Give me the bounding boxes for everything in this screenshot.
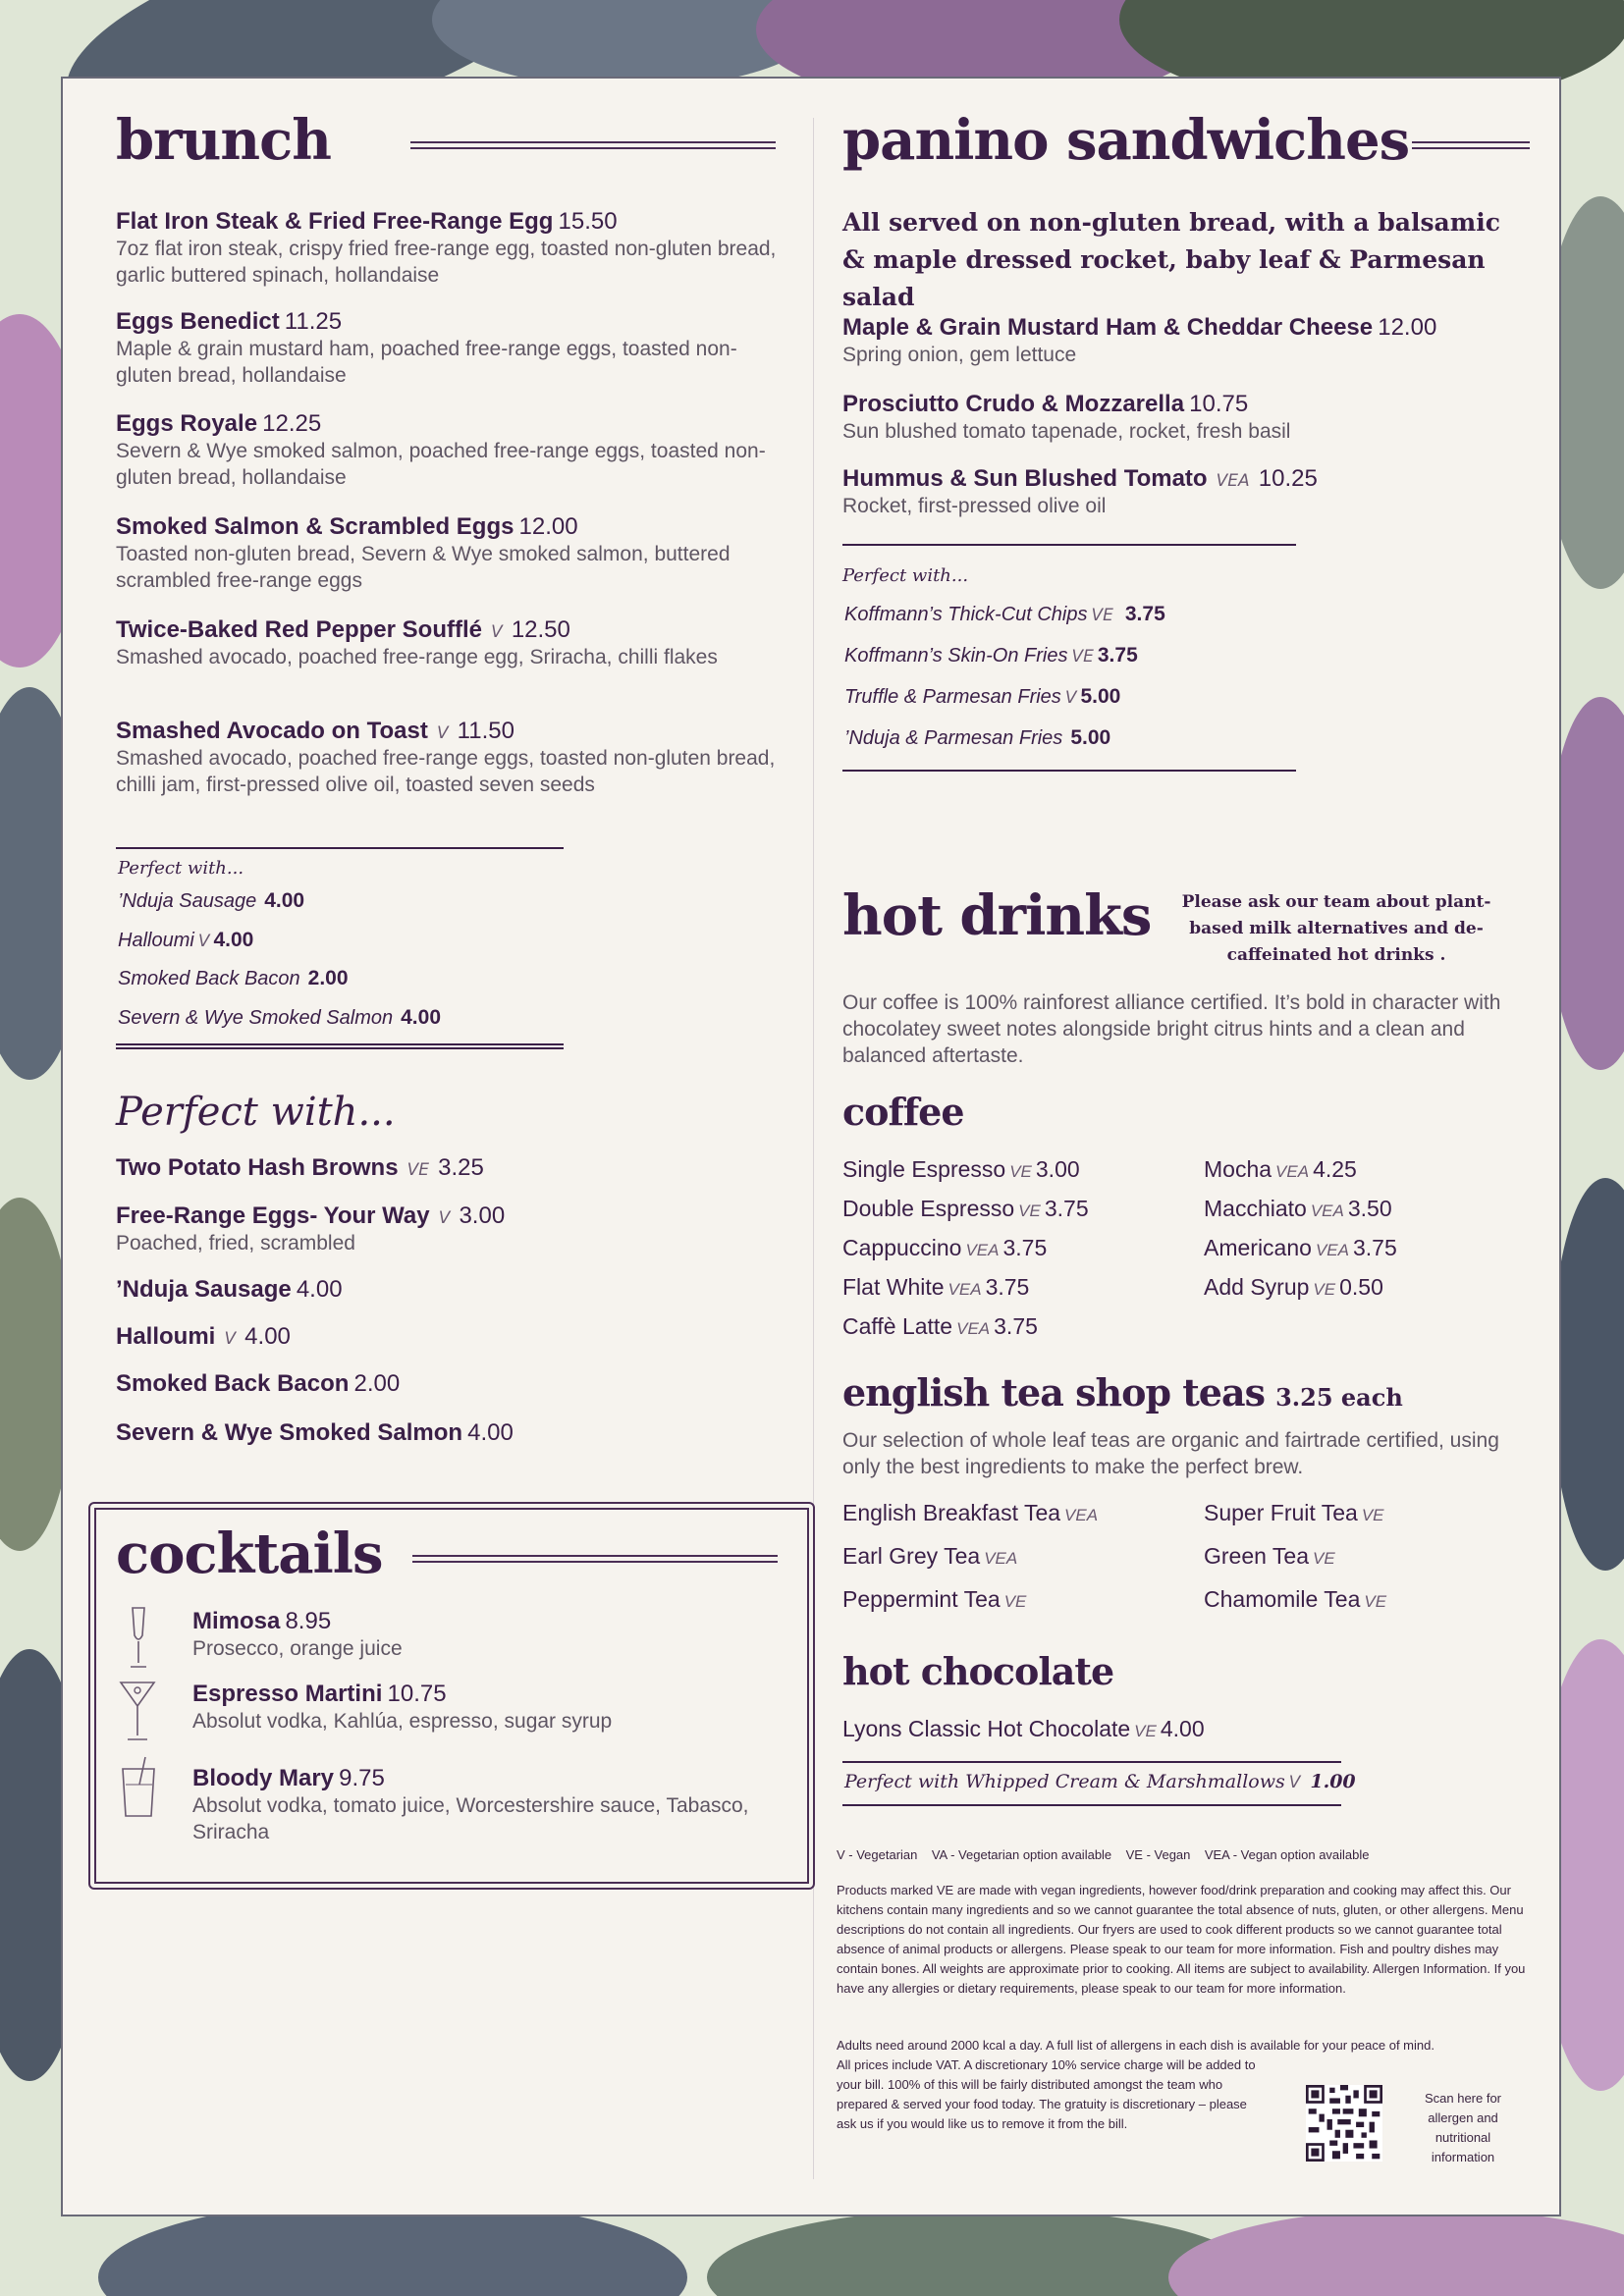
item-name: ’Nduja Sausage bbox=[116, 1276, 292, 1303]
drink-price: 3.75 bbox=[985, 1274, 1030, 1300]
coffee-item bbox=[842, 1196, 1196, 1235]
item-price: 12.25 bbox=[262, 410, 322, 437]
item-name: Free-Range Eggs- Your Way bbox=[116, 1202, 430, 1229]
side-price: 2.00 bbox=[307, 967, 349, 989]
item-price: 12.50 bbox=[511, 616, 570, 643]
drink-name: Caffè Latte bbox=[842, 1313, 953, 1339]
diet-tag: VE bbox=[1009, 1162, 1032, 1181]
coffee-item bbox=[1204, 1156, 1528, 1196]
extra-price: 1.00 bbox=[1310, 1771, 1356, 1792]
side-item bbox=[118, 967, 349, 990]
diet-tag: VEA bbox=[956, 1319, 991, 1338]
cocktails-title: cocktails bbox=[116, 1522, 383, 1586]
menu-item bbox=[116, 718, 789, 798]
drink-price: 3.00 bbox=[1035, 1156, 1080, 1182]
hot-drinks-title: hot drinks bbox=[842, 883, 1152, 948]
side-item bbox=[844, 644, 1138, 667]
item-name: Bloody Mary bbox=[192, 1765, 335, 1791]
item-price: 10.75 bbox=[387, 1681, 447, 1707]
diet-tag: VE bbox=[1134, 1722, 1157, 1740]
drink-price: 3.75 bbox=[1044, 1196, 1089, 1221]
drink-name: Earl Grey Tea bbox=[842, 1543, 981, 1569]
item-name: Twice-Baked Red Pepper Soufflé bbox=[116, 616, 482, 643]
diet-tag: V bbox=[438, 1208, 451, 1228]
item-desc: Poached, fried, scrambled bbox=[116, 1232, 355, 1255]
service-charge-notice: All prices include VAT. A discretionary 10% service charge will be added to your bill. 100% of this will be fairly distributed amongst the team who prepared & served your food today. The gratuity is discretionary – please ask us if you would like us to remove it from the bill. bbox=[837, 2057, 1256, 2131]
drink-price: 4.25 bbox=[1313, 1156, 1357, 1182]
diet-tag: VEA bbox=[1216, 471, 1250, 491]
item-name: Smashed Avocado on Toast bbox=[116, 718, 428, 744]
side-name: Koffmann’s Skin-On Fries bbox=[844, 645, 1068, 667]
diet-tag: VE bbox=[406, 1160, 430, 1180]
item-price: 4.00 bbox=[467, 1419, 514, 1446]
item-name: Severn & Wye Smoked Salmon bbox=[116, 1419, 463, 1446]
tea-item bbox=[842, 1500, 1196, 1543]
item-price: 4.00 bbox=[244, 1323, 291, 1350]
side-price: 5.00 bbox=[1070, 726, 1111, 749]
tea-price: 3.25 each bbox=[1275, 1383, 1403, 1412]
menu-card bbox=[61, 77, 1561, 2216]
side-price: 3.75 bbox=[1097, 644, 1138, 667]
diet-tag: V bbox=[197, 932, 210, 951]
drink-price: 3.75 bbox=[1002, 1235, 1048, 1260]
side-name: Smoked Back Bacon bbox=[118, 968, 300, 989]
tea-col-right bbox=[1204, 1500, 1528, 1629]
cocktail-item bbox=[192, 1608, 782, 1662]
cocktail-item bbox=[192, 1765, 782, 1845]
drink-name: Chamomile Tea bbox=[1204, 1586, 1361, 1612]
item-name: Eggs Benedict bbox=[116, 308, 280, 335]
item-desc: Spring onion, gem lettuce bbox=[842, 344, 1077, 366]
tea-col-left bbox=[842, 1500, 1196, 1629]
item-name: Flat Iron Steak & Fried Free-Range Egg bbox=[116, 208, 554, 235]
side-item bbox=[118, 1006, 441, 1030]
side-name: ’Nduja & Parmesan Fries bbox=[844, 727, 1063, 749]
menu-item bbox=[842, 391, 1530, 445]
menu-item bbox=[116, 513, 789, 594]
drink-name: Flat White bbox=[842, 1274, 945, 1300]
item-name: Halloumi bbox=[116, 1323, 216, 1350]
diet-tag: VEA bbox=[1064, 1506, 1099, 1524]
diet-tag: VE bbox=[1312, 1549, 1335, 1568]
side-price: 3.75 bbox=[1124, 603, 1165, 625]
tea-item bbox=[1204, 1543, 1528, 1586]
side-price: 4.00 bbox=[264, 889, 305, 912]
rule bbox=[116, 1043, 564, 1049]
diet-tag: V bbox=[1064, 688, 1077, 708]
item-desc: Sun blushed tomato tapenade, rocket, fresh basil bbox=[842, 420, 1291, 443]
item-price: 12.00 bbox=[518, 513, 578, 540]
side-price: 4.00 bbox=[213, 929, 254, 951]
item-name: Hummus & Sun Blushed Tomato bbox=[842, 465, 1208, 492]
qr-code-icon[interactable] bbox=[1306, 2085, 1382, 2162]
highball-glass-icon bbox=[118, 1755, 159, 1820]
item-name: Eggs Royale bbox=[116, 410, 258, 437]
menu-item bbox=[842, 314, 1530, 368]
item-price: 11.50 bbox=[457, 718, 514, 744]
perfect-with-label: Perfect with... bbox=[842, 565, 969, 586]
coffee-item bbox=[1204, 1235, 1528, 1274]
menu-item bbox=[116, 1370, 789, 1398]
side-name: Halloumi bbox=[118, 930, 194, 951]
diet-tag: VE bbox=[1361, 1506, 1384, 1524]
drink-name: Peppermint Tea bbox=[842, 1586, 1001, 1612]
drink-price: 3.75 bbox=[1352, 1235, 1397, 1260]
menu-item bbox=[116, 1154, 789, 1182]
rule bbox=[116, 847, 564, 849]
item-desc: Rocket, first-pressed olive oil bbox=[842, 495, 1107, 517]
drink-price: 0.50 bbox=[1339, 1274, 1383, 1300]
diet-tag: V bbox=[224, 1329, 237, 1349]
martini-glass-icon bbox=[118, 1677, 157, 1745]
tea-title: english tea shop teas bbox=[842, 1370, 1265, 1415]
coffee-item bbox=[1204, 1274, 1528, 1313]
tea-item bbox=[842, 1543, 1196, 1586]
side-item bbox=[844, 603, 1165, 626]
menu-item bbox=[116, 1276, 789, 1304]
item-price: 3.25 bbox=[438, 1154, 484, 1181]
coffee-item bbox=[842, 1156, 1196, 1196]
drink-name: Macchiato bbox=[1204, 1196, 1307, 1221]
rule bbox=[842, 1804, 1341, 1806]
menu-item bbox=[116, 208, 789, 289]
coffee-item bbox=[842, 1235, 1196, 1274]
brunch-title: brunch bbox=[116, 108, 331, 173]
coffee-item bbox=[842, 1274, 1196, 1313]
item-price: 12.00 bbox=[1378, 314, 1437, 341]
side-price: 4.00 bbox=[401, 1006, 441, 1029]
rule bbox=[842, 1761, 1341, 1763]
item-desc: Smashed avocado, poached free-range eggs, toasted non-gluten bread, chilli jam, first-pressed olive oil, toasted seven seeds bbox=[116, 747, 776, 796]
menu-item bbox=[116, 308, 789, 389]
item-desc: Absolut vodka, tomato juice, Worcestershire sauce, Tabasco, Sriracha bbox=[192, 1794, 749, 1843]
kcal-notice: Adults need around 2000 kcal a day. A full list of allergens in each dish is available for your peace of mind. bbox=[837, 2038, 1435, 2053]
side-name: Truffle & Parmesan Fries bbox=[844, 686, 1061, 708]
coffee-item bbox=[1204, 1196, 1528, 1235]
hot-chocolate-title: hot chocolate bbox=[842, 1649, 1114, 1693]
allergen-notice: Products marked VE are made with vegan ingredients, however food/drink preparation and cooking may affect this. Our kitchens contain many ingredients and so we cannot guarantee the total absence of nuts, gluten, or other allergens. Menu descriptions do not contain all ingredients. Our fryers are used to cook different products so we cannot guarantee total absence of animal products or allergens. Please speak to our team for more information. Fish and poultry dishes may contain bones. All weights are approximate prior to cooking. All items are subject to availability. Allergen Information. If you have any allergies or dietary requirements, please speak to our team for more information. bbox=[837, 1883, 1526, 1996]
item-desc: Prosecco, orange juice bbox=[192, 1637, 403, 1660]
cocktail-item bbox=[192, 1681, 782, 1735]
qr-caption: Scan here for allergen and nutritional information bbox=[1424, 2091, 1502, 2164]
menu-item bbox=[116, 410, 789, 491]
diet-tag: VE bbox=[1313, 1280, 1336, 1299]
drink-name: Double Espresso bbox=[842, 1196, 1015, 1221]
drink-name: Single Espresso bbox=[842, 1156, 1006, 1182]
drink-name: English Breakfast Tea bbox=[842, 1500, 1061, 1525]
menu-item bbox=[116, 1419, 789, 1447]
coffee-col-left bbox=[842, 1156, 1196, 1353]
diet-tag: V bbox=[436, 723, 449, 743]
item-desc: Toasted non-gluten bread, Severn & Wye smoked salmon, buttered scrambled free-range eggs bbox=[116, 543, 731, 592]
diet-tag: VEA bbox=[1310, 1201, 1344, 1220]
item-price: 8.95 bbox=[285, 1608, 332, 1634]
item-price: 11.25 bbox=[284, 308, 343, 335]
item-name: Smoked Salmon & Scrambled Eggs bbox=[116, 513, 514, 540]
side-price: 5.00 bbox=[1080, 685, 1121, 708]
drink-price: 3.75 bbox=[994, 1313, 1038, 1339]
panino-title: panino sandwiches bbox=[842, 108, 1410, 173]
item-name: Prosciutto Crudo & Mozzarella bbox=[842, 391, 1185, 417]
item-price: 10.75 bbox=[1189, 391, 1249, 417]
drink-name: Americano bbox=[1204, 1235, 1312, 1260]
hot-chocolate-extra bbox=[844, 1771, 1356, 1792]
drink-name: Green Tea bbox=[1204, 1543, 1309, 1569]
tea-header bbox=[842, 1370, 1403, 1415]
item-price: 10.25 bbox=[1258, 465, 1318, 492]
item-name: Espresso Martini bbox=[192, 1681, 383, 1707]
extra-name: Perfect with Whipped Cream & Marshmallows bbox=[844, 1771, 1285, 1792]
tea-item bbox=[1204, 1586, 1528, 1629]
item-name: Maple & Grain Mustard Ham & Cheddar Cheese bbox=[842, 314, 1374, 341]
drink-price: 4.00 bbox=[1160, 1716, 1205, 1741]
panino-subtitle: All served on non-gluten bread, with a balsamic & maple dressed rocket, baby leaf & Parmesan salad bbox=[842, 208, 1500, 311]
diet-tag: VEA bbox=[1275, 1162, 1310, 1181]
side-name: Severn & Wye Smoked Salmon bbox=[118, 1007, 394, 1029]
coffee-title: coffee bbox=[842, 1090, 964, 1134]
menu-item bbox=[116, 1323, 789, 1351]
diet-legend: V - Vegetarian VA - Vegetarian option available VE - Vegan VEA - Vegan option available bbox=[837, 1847, 1370, 1862]
diet-tag: VE bbox=[1071, 647, 1094, 667]
diet-tag: VE bbox=[1364, 1592, 1387, 1611]
perfect-with-title: Perfect with... bbox=[116, 1090, 396, 1135]
menu-item bbox=[842, 465, 1530, 519]
coffee-intro: Our coffee is 100% rainforest alliance certified. It’s bold in character with chocolatey sweet notes alongside bright citrus hints and a clean and balanced aftertaste. bbox=[842, 991, 1501, 1067]
title-rule bbox=[410, 141, 776, 149]
diet-tag: VE bbox=[1003, 1592, 1027, 1611]
drink-name: Super Fruit Tea bbox=[1204, 1500, 1358, 1525]
rule bbox=[842, 770, 1296, 772]
drink-name: Cappuccino bbox=[842, 1235, 962, 1260]
diet-tag: V bbox=[1288, 1773, 1301, 1792]
item-name: Two Potato Hash Browns bbox=[116, 1154, 399, 1181]
diet-tag: VE bbox=[1018, 1201, 1041, 1220]
diet-tag: VE bbox=[1091, 606, 1113, 625]
diet-tag: VEA bbox=[984, 1549, 1018, 1568]
item-name: Smoked Back Bacon bbox=[116, 1370, 350, 1397]
diet-tag: V bbox=[491, 622, 503, 642]
menu-item bbox=[116, 1202, 789, 1256]
coffee-col-right bbox=[1204, 1156, 1528, 1313]
side-name: ’Nduja Sausage bbox=[118, 890, 257, 912]
hot-chocolate-item bbox=[842, 1716, 1205, 1755]
item-desc: Smashed avocado, poached free-range egg, Sriracha, chilli flakes bbox=[116, 646, 718, 668]
item-desc: Maple & grain mustard ham, poached free-range eggs, toasted non-gluten bread, hollandaise bbox=[116, 338, 737, 387]
drink-name: Mocha bbox=[1204, 1156, 1272, 1182]
item-desc: Absolut vodka, Kahlúa, espresso, sugar syrup bbox=[192, 1710, 613, 1733]
diet-tag: VEA bbox=[965, 1241, 1000, 1259]
drink-name: Add Syrup bbox=[1204, 1274, 1310, 1300]
drink-price: 3.50 bbox=[1347, 1196, 1392, 1221]
side-name: Koffmann’s Thick-Cut Chips bbox=[844, 604, 1088, 625]
drink-name: Lyons Classic Hot Chocolate bbox=[842, 1716, 1131, 1741]
tea-item bbox=[842, 1586, 1196, 1629]
tea-item bbox=[1204, 1500, 1528, 1543]
plant-milk-note: Please ask our team about plant-based milk alternatives and de-caffeinated hot drinks . bbox=[1181, 892, 1491, 965]
item-price: 3.00 bbox=[459, 1202, 506, 1229]
item-desc: 7oz flat iron steak, crispy fried free-range egg, toasted non-gluten bread, garlic buttered spinach, hollandaise bbox=[116, 238, 777, 287]
item-price: 15.50 bbox=[558, 208, 618, 235]
perfect-with-label: Perfect with... bbox=[118, 858, 244, 879]
side-item bbox=[844, 726, 1110, 750]
side-item bbox=[118, 889, 304, 913]
side-item bbox=[844, 685, 1120, 709]
title-rule bbox=[412, 1555, 778, 1563]
item-name: Mimosa bbox=[192, 1608, 281, 1634]
champagne-flute-icon bbox=[124, 1606, 153, 1671]
item-price: 2.00 bbox=[353, 1370, 401, 1397]
diet-tag: VEA bbox=[1315, 1241, 1349, 1259]
cocktails-section bbox=[88, 1502, 815, 1890]
item-price: 4.00 bbox=[296, 1276, 343, 1303]
item-desc: Severn & Wye smoked salmon, poached free-range eggs, toasted non-gluten bread, hollandaise bbox=[116, 440, 766, 489]
rule bbox=[842, 544, 1296, 546]
menu-item bbox=[116, 616, 789, 670]
coffee-item bbox=[842, 1313, 1196, 1353]
title-rule bbox=[1412, 141, 1530, 149]
diet-tag: VEA bbox=[947, 1280, 982, 1299]
tea-intro: Our selection of whole leaf teas are organic and fairtrade certified, using only the best ingredients to make the perfect brew. bbox=[842, 1429, 1499, 1478]
item-price: 9.75 bbox=[339, 1765, 385, 1791]
side-item bbox=[118, 929, 253, 952]
